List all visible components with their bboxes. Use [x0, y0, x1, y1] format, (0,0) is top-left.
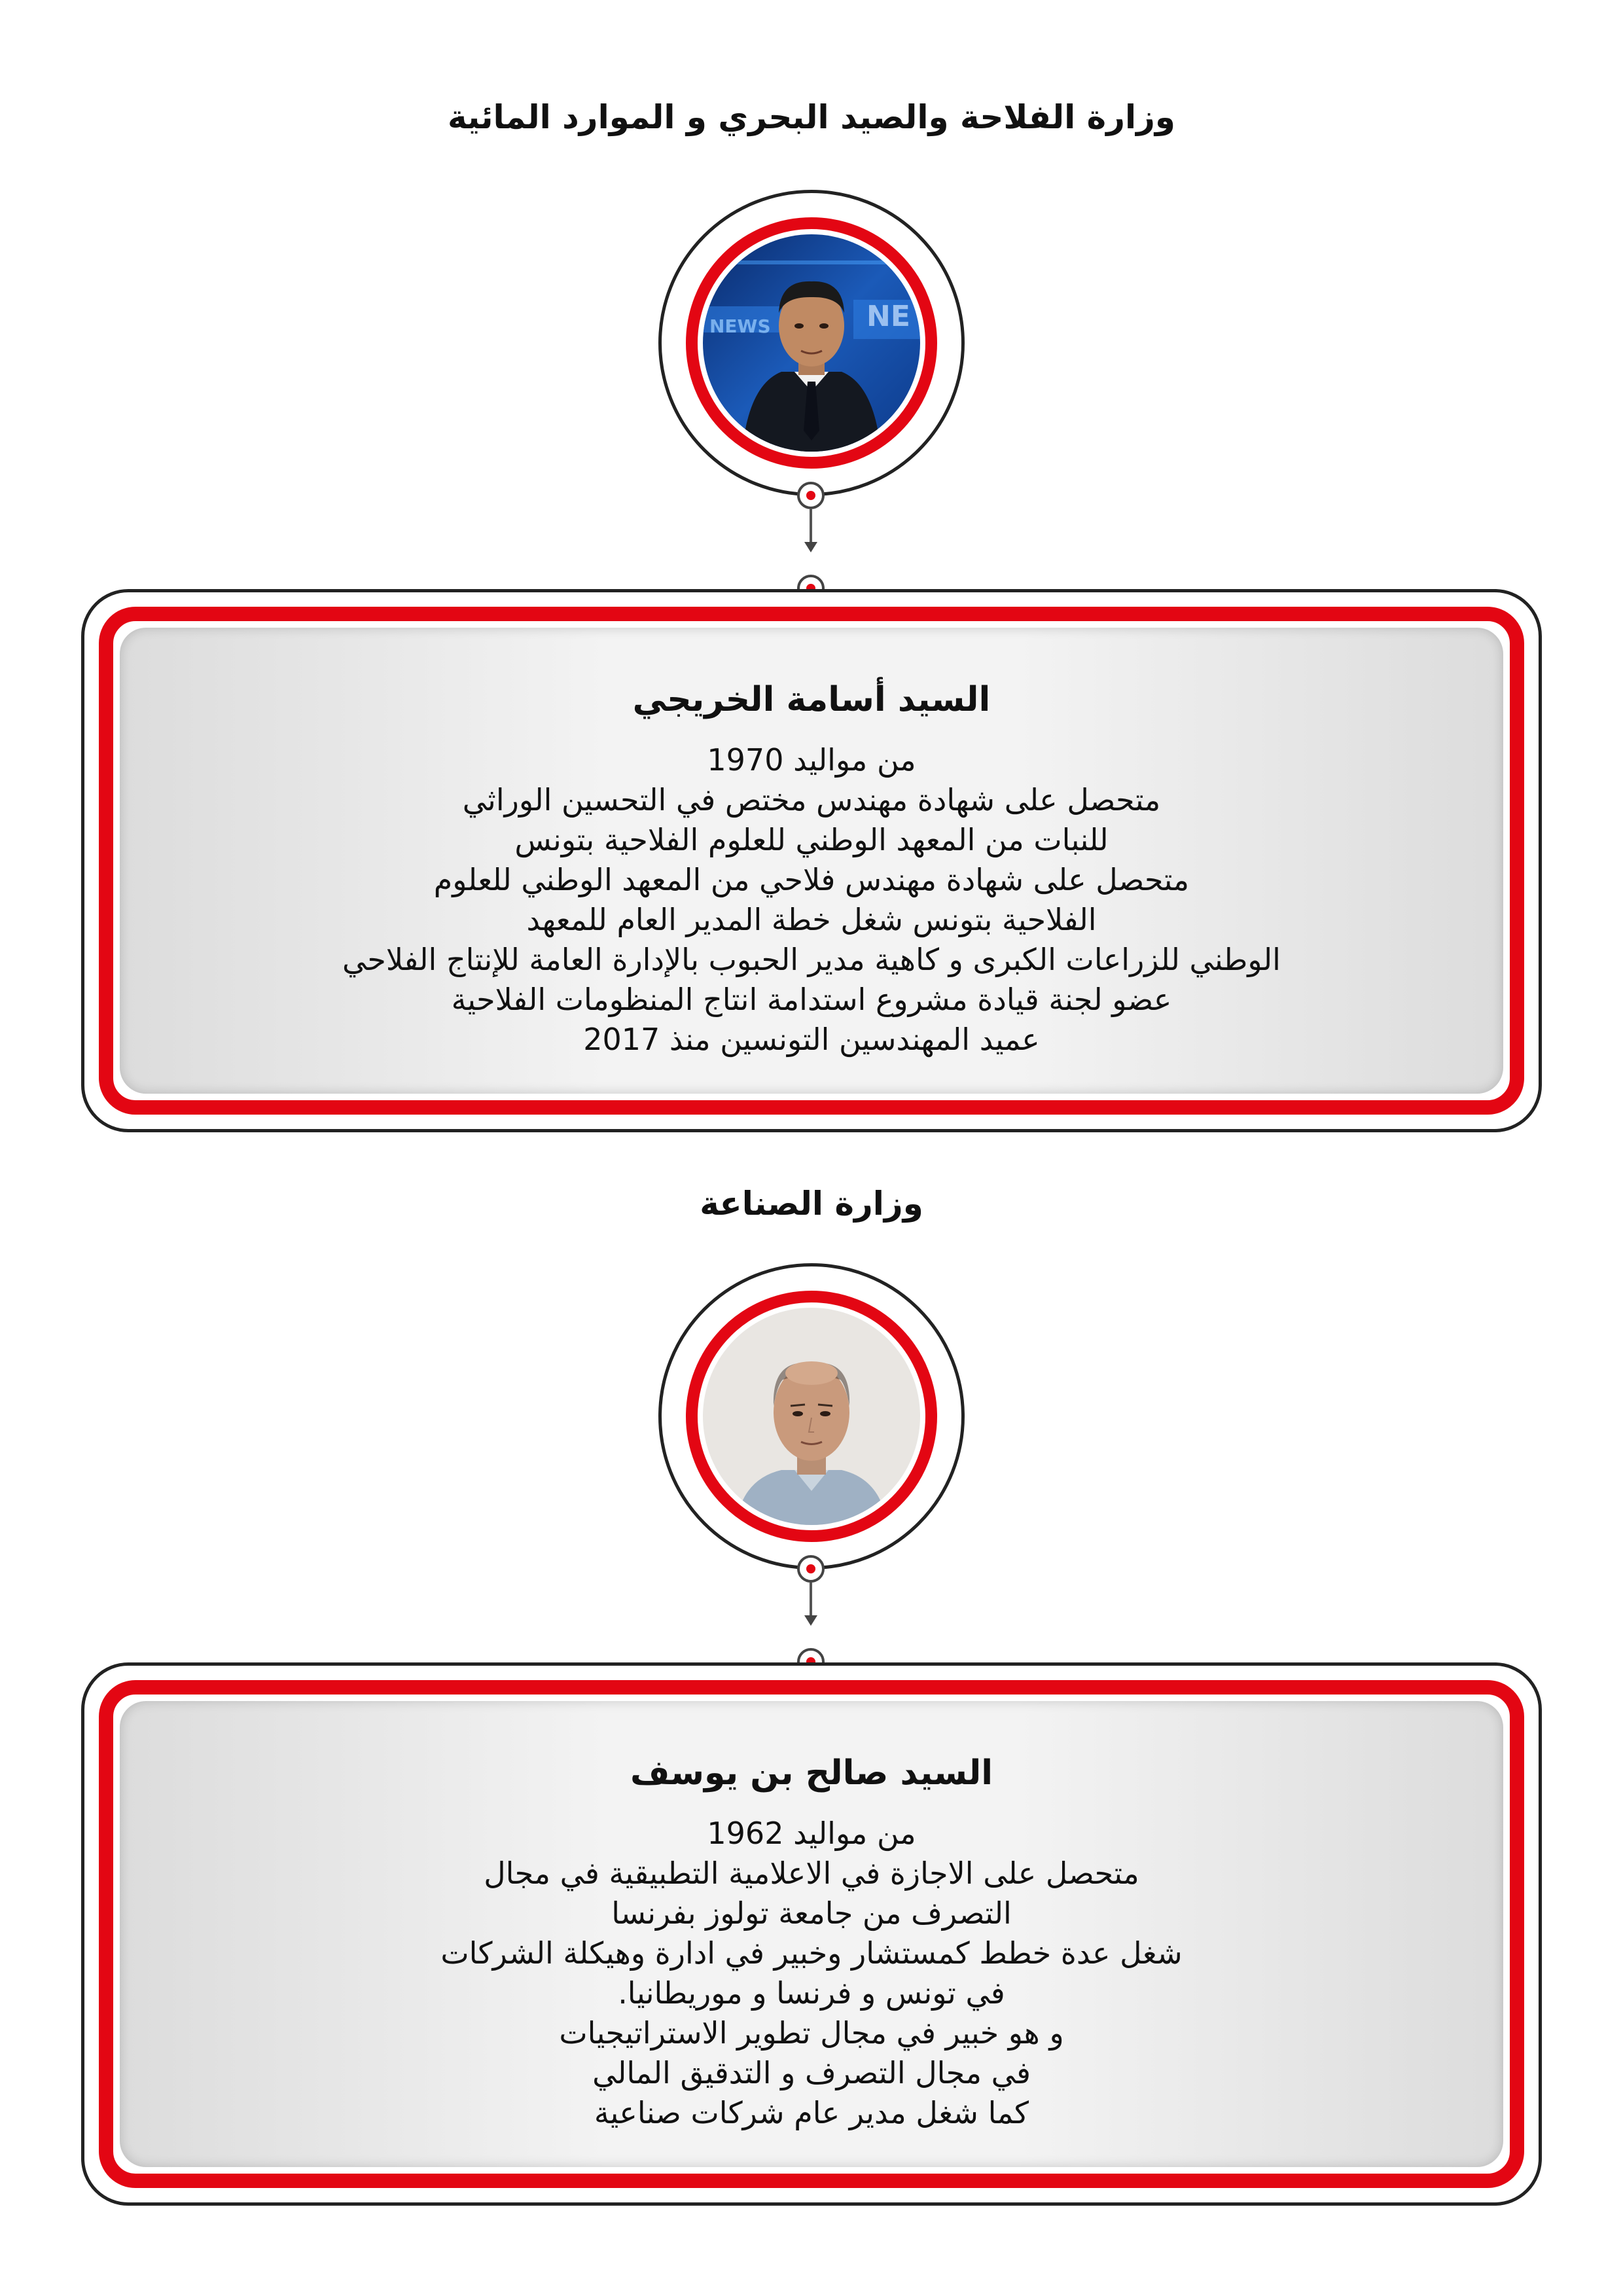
bio-line: في تونس و فرنسا و موريطانيا.: [618, 1975, 1005, 2011]
bio-line: متحصل على شهادة مهندس مختص في التحسين الوراثي: [462, 782, 1161, 817]
connector-line-1: [810, 509, 812, 543]
news-anchor-portrait: [703, 234, 920, 452]
connector-line-2: [810, 1583, 812, 1617]
bio-line: شغل عدة خطط كمستشار وخبير في ادارة وهيكلة الشركات: [440, 1935, 1183, 1971]
arrow-down-icon: [804, 542, 817, 552]
bio-line: متحصل على شهادة مهندس فلاحي من المعهد الوطني للعلوم: [433, 862, 1190, 897]
bio-card-1: [81, 589, 1542, 1132]
connector-dot-top-1: [797, 482, 825, 509]
bio-line: عضو لجنة قيادة مشروع استدامة انتاج المنظومات الفلاحية: [451, 982, 1172, 1017]
bio-line: الوطني للزراعات الكبرى و كاهية مدير الحبوب بالإدارة العامة للإنتاج الفلاحي: [342, 942, 1281, 977]
bio-card-2: [81, 1662, 1542, 2206]
svg-text:NE: NE: [866, 300, 910, 333]
portrait-frame-2: [658, 1263, 965, 1570]
bio-line: للنبات من المعهد الوطني للعلوم الفلاحية بتونس: [514, 822, 1109, 857]
bio-line: التصرف من جامعة تولوز بفرنسا: [611, 1895, 1012, 1931]
bio-line: الفلاحية بتونس شغل خطة المدير العام للمعهد: [526, 902, 1097, 937]
bio-line: من مواليد 1970: [707, 742, 916, 778]
bio-line: من مواليد 1962: [707, 1816, 916, 1851]
svg-text:NEWS: NEWS: [709, 315, 771, 337]
bio-text-2: [120, 1814, 1503, 2133]
person-name-2: السيد صالح بن يوسف: [630, 1753, 993, 1793]
bio-text-1: [120, 740, 1503, 1060]
arrow-down-icon: [804, 1615, 817, 1626]
bio-line: متحصل على الاجازة في الاعلامية التطبيقية في مجال: [484, 1856, 1139, 1891]
man-portrait: [703, 1308, 920, 1525]
bio-line: و هو خبير في مجال تطوير الاستراتيجيات: [559, 2015, 1064, 2051]
bio-line: في مجال التصرف و التدقيق المالي: [592, 2055, 1031, 2090]
bio-line: كما شغل مدير عام شركات صناعية: [594, 2095, 1029, 2130]
portrait-photo-2: [703, 1308, 920, 1525]
portrait-photo-1: [703, 234, 920, 452]
portrait-frame-1: [658, 190, 965, 496]
ministry-title-agriculture: وزارة الفلاحة والصيد البحري و الموارد المائية: [448, 98, 1175, 136]
person-name-1: السيد أسامة الخريجي: [632, 680, 991, 719]
bio-line: عميد المهندسين التونسين منذ 2017: [583, 1022, 1040, 1057]
connector-dot-top-2: [797, 1555, 825, 1583]
ministry-title-industry: وزارة الصناعة: [700, 1185, 923, 1223]
